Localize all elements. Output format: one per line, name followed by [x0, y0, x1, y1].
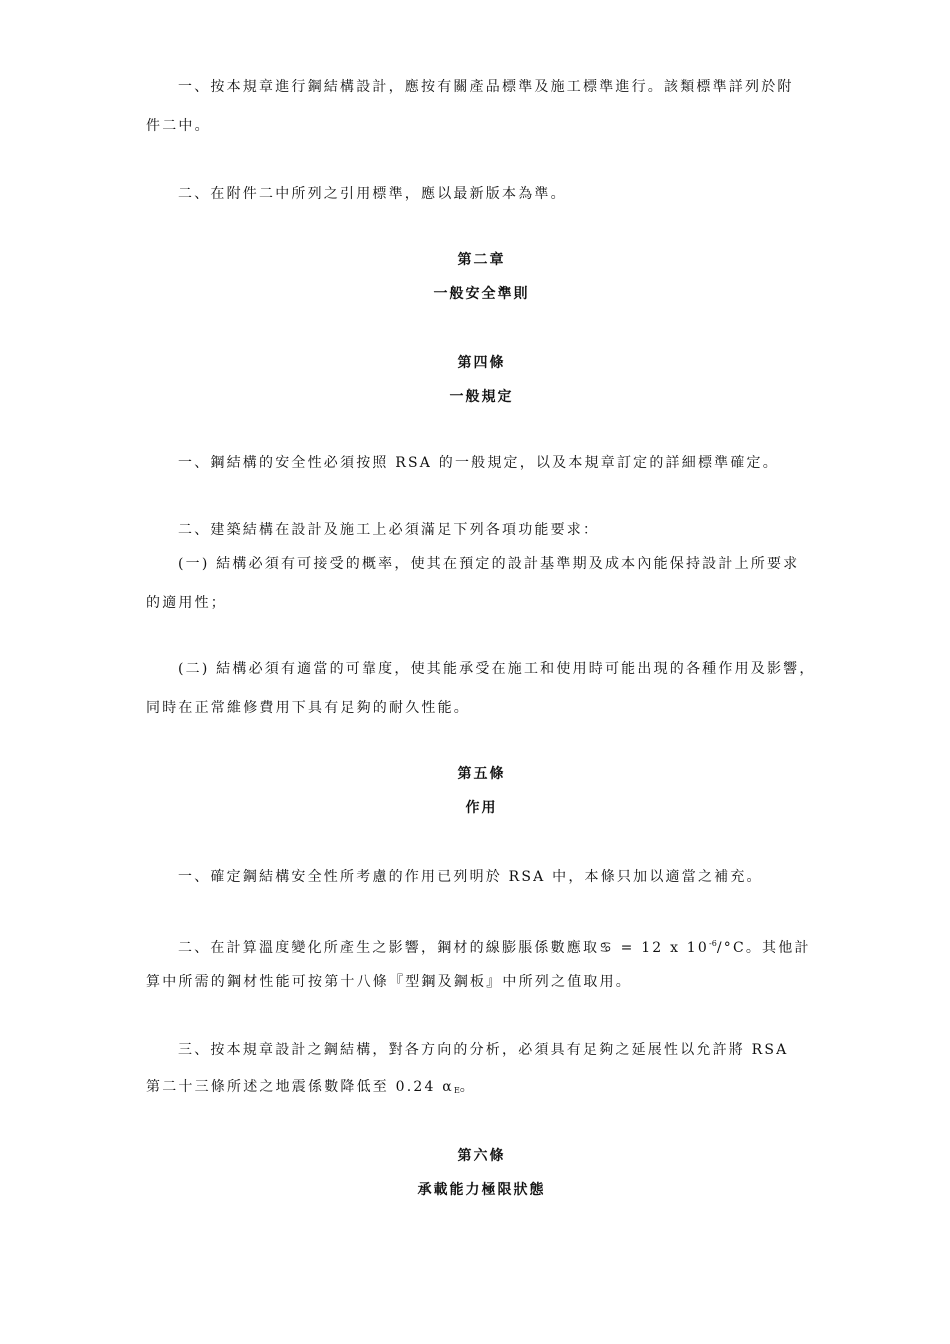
art5-paragraph-2-line-1	[178, 934, 811, 958]
art5-p3-subscript: E	[453, 1086, 460, 1095]
art5-p2-text-c: /°C。其他計	[716, 940, 811, 956]
chapter-title: 一般安全準則	[433, 286, 530, 302]
chapter-number: 第二章	[457, 252, 506, 268]
article-6-number: 第六條	[457, 1148, 506, 1164]
art5-paragraph-1: 一、確定鋼結構安全性所考慮的作用已列明於 RSA 中，本條只加以適當之補充。	[178, 869, 763, 885]
article-5-title: 作用	[465, 800, 498, 816]
art4-item-1-line-2: 的適用性；	[146, 595, 227, 611]
art4-paragraph-2: 二、建築結構在設計及施工上必須滿足下列各項功能要求：	[178, 522, 600, 538]
art5-p2-text-a: 二、在計算溫度變化所產生之影響，鋼材的線膨脹係數應取	[178, 940, 600, 956]
article-4-title: 一般規定	[449, 389, 514, 405]
art5-p3-text-b: 。	[459, 1079, 476, 1095]
art3-paragraph-2: 二、在附件二中所列之引用標準，應以最新版本為準。	[178, 186, 567, 202]
article-6-title: 承載能力極限狀態	[417, 1182, 546, 1198]
art4-item-1-line-1: (一) 結構必須有可接受的概率，使其在預定的設計基準期及成本內能保持設計上所要求	[178, 556, 800, 572]
art5-paragraph-2-line-2: 算中所需的鋼材性能可按第十八條『型鋼及鋼板』中所列之值取用。	[146, 974, 632, 990]
art5-paragraph-3-line-2	[146, 1077, 476, 1101]
art5-p2-text-b: = 12 x 10	[613, 940, 710, 956]
article-5-number: 第五條	[457, 766, 506, 782]
art4-item-2-line-2: 同時在正常維修費用下具有足夠的耐久性能。	[146, 700, 470, 716]
art5-paragraph-3-line-1: 三、按本規章設計之鋼結構，對各方向的分析，必須具有足夠之延展性以允許將 RSA	[178, 1042, 789, 1058]
art4-item-2-line-1: (二) 結構必須有適當的可靠度，使其能承受在施工和使用時可能出現的各種作用及影響，	[178, 661, 816, 677]
article-4-number: 第四條	[457, 355, 506, 371]
art3-paragraph-1-line-2: 件二中。	[146, 118, 211, 134]
art3-paragraph-1-line-1: 一、按本規章進行鋼結構設計，應按有關產品標準及施工標準進行。該類標準詳列於附	[178, 79, 794, 95]
art4-paragraph-1: 一、鋼結構的安全性必須按照 RSA 的一般規定，以及本規章訂定的詳細標準確定。	[178, 455, 779, 471]
art5-p3-text-a: 第二十三條所述之地震係數降低至 0.24 α	[146, 1079, 454, 1095]
expansion-coefficient-symbol: ♋	[599, 940, 614, 956]
art5-p2-exponent: -6	[709, 939, 717, 948]
